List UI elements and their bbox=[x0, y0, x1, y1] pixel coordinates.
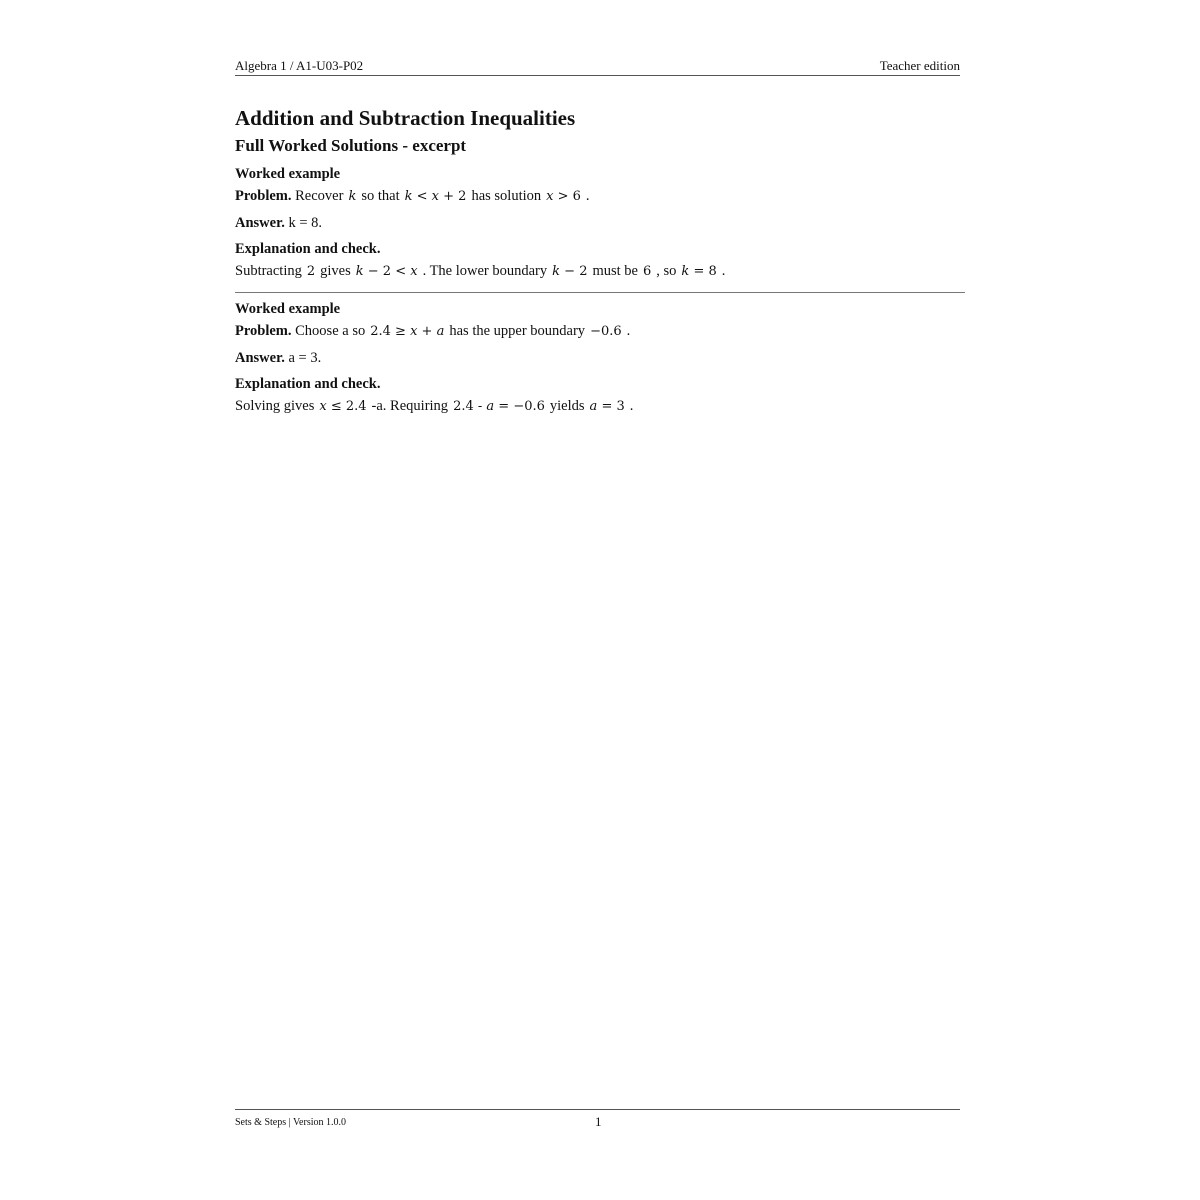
explanation-heading: Explanation and check. bbox=[235, 376, 381, 392]
math-expression: k − 2 < x bbox=[355, 264, 418, 279]
math-expression: x ≤ 2.4 bbox=[319, 399, 367, 414]
problem-text: . bbox=[585, 188, 590, 204]
problem-label: Problem. bbox=[235, 323, 292, 339]
math-expression: k − 2 bbox=[552, 264, 588, 279]
problem-text: has solution bbox=[471, 188, 542, 204]
math-expression: k bbox=[348, 189, 357, 204]
example-heading: Worked example bbox=[235, 166, 341, 182]
course-breadcrumb: Algebra 1 / A1-U03-P02 bbox=[235, 58, 364, 73]
math-expression: 2.4 - a = −0.6 bbox=[453, 399, 545, 414]
math-expression: 6 bbox=[642, 264, 652, 279]
problem-statement bbox=[235, 186, 965, 207]
problem-text: . bbox=[626, 323, 631, 339]
page-subtitle: Full Worked Solutions - excerpt bbox=[235, 136, 467, 155]
answer-line bbox=[235, 213, 965, 233]
example-heading: Worked example bbox=[235, 301, 341, 317]
math-expression: a = 3 bbox=[589, 399, 625, 414]
worked-example-2 bbox=[235, 299, 965, 417]
problem-text: has the upper boundary bbox=[449, 323, 586, 339]
answer-label: Answer. bbox=[235, 215, 285, 231]
page-number: 1 bbox=[595, 1114, 602, 1129]
math-expression: 2.4 ≥ x + a bbox=[370, 324, 445, 339]
worked-example-1 bbox=[235, 164, 965, 282]
answer-label: Answer. bbox=[235, 350, 285, 366]
document-body bbox=[235, 104, 965, 417]
explanation-text: Subtracting 2 gives k − 2 < x . The lower boundary k − 2 must be 6 , so k = 8 . bbox=[235, 263, 726, 279]
math-expression: 2 bbox=[306, 264, 316, 279]
footer-version: Sets & Steps | Version 1.0.0 bbox=[235, 1117, 346, 1128]
problem-text: Recover bbox=[295, 188, 344, 204]
page-header bbox=[235, 57, 960, 76]
problem-text: Choose a so bbox=[295, 323, 366, 339]
section-divider bbox=[235, 292, 965, 293]
problem-label: Problem. bbox=[235, 188, 292, 204]
math-expression: x > 6 bbox=[546, 189, 581, 204]
math-expression: −0.6 bbox=[590, 324, 622, 339]
answer-value: k = 8. bbox=[288, 215, 323, 231]
explanation-text: Solving gives x ≤ 2.4 -a. Requiring 2.4 - a = −0.6 yields a = 3 . bbox=[235, 398, 634, 414]
math-expression: k = 8 bbox=[681, 264, 717, 279]
explanation-heading: Explanation and check. bbox=[235, 241, 381, 257]
page-title: Addition and Subtraction Inequalities bbox=[235, 106, 576, 130]
page-footer bbox=[235, 1109, 960, 1140]
math-expression: k < x + 2 bbox=[404, 189, 467, 204]
answer-value: a = 3. bbox=[288, 350, 322, 366]
problem-text: so that bbox=[361, 188, 400, 204]
problem-statement bbox=[235, 321, 965, 342]
edition-label: Teacher edition bbox=[879, 58, 960, 73]
answer-line bbox=[235, 348, 965, 368]
